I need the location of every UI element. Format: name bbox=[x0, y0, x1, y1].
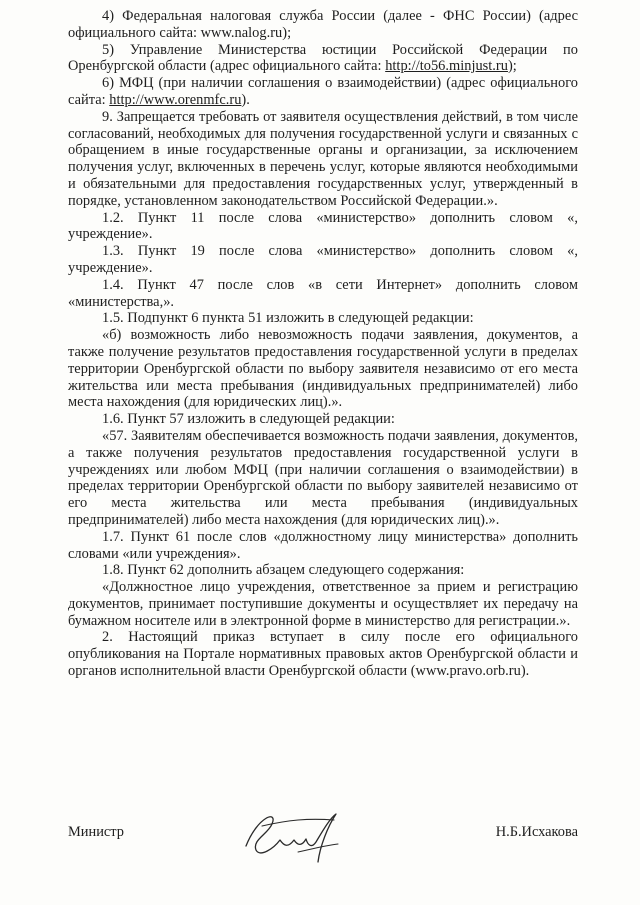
paragraph-1-6-text: «57. Заявителям обеспечивается возможность подачи заявления, документов, а также получения результатов предоставления государственной услуги в учреждениях или любом МФЦ (при наличии соглашения о взаимодействии) в пределах территории Оренбургской области по выбору заявителей независимо от его места жительства или места пребывания (индивидуальных предпринимателей) либо места нахождения (для юридических лиц).». bbox=[68, 427, 578, 528]
paragraph-1-8-text: «Должностное лицо учреждения, ответственное за прием и регистрацию документов, принимает поступившие документы и осуществляет их передачу на бумажном носителе или в электронной форме в министерство для регистрации.». bbox=[68, 579, 578, 629]
paragraph-minjust-text: 5) Управление Министерства юстиции Российской Федерации по Оренбургской области (адрес официального сайта: bbox=[68, 41, 578, 75]
link-minjust[interactable]: http://to56.minjust.ru bbox=[385, 58, 508, 75]
paragraph-9: 9. Запрещается требовать от заявителя осуществления действий, в том числе согласований, необходимых для получения государственной услуги и связанных с обращением в иные государственные органы и организации, за исключением получения услуг, включенных в перечень услуг, которые являются необходимыми и обязательными для предоставления государственных услуг, утвержденный в порядке, установленном законодательством Российской Федерации.». bbox=[68, 108, 578, 209]
paragraph-minjust bbox=[68, 42, 578, 76]
paragraph-1-4: 1.4. Пункт 47 после слов «в сети Интернет» дополнить словом «министерства,». bbox=[68, 276, 578, 310]
signer-title: Министр bbox=[68, 824, 124, 840]
paragraph-1-8: 1.8. Пункт 62 дополнить абзацем следующего содержания: bbox=[102, 562, 465, 579]
link-nalog[interactable]: www.nalog.ru bbox=[200, 24, 283, 41]
paragraph-fns bbox=[68, 8, 578, 42]
handwritten-signature bbox=[238, 806, 348, 866]
link-orenmfc[interactable]: http://www.orenmfc.ru bbox=[109, 91, 242, 108]
paragraph-1-7: 1.7. Пункт 61 после слов «должностному лицу министерства» дополнить словами «или учреждения». bbox=[68, 528, 578, 562]
paragraph-mfc bbox=[68, 75, 578, 109]
paragraph-2: 2. Настоящий приказ вступает в силу после его официального опубликования на Портале нормативных правовых актов Оренбургской области и органов исполнительной власти Оренбургской области (www.pravo.orb.ru). bbox=[68, 629, 578, 680]
paragraph-1-6: 1.6. Пункт 57 изложить в следующей редакции: bbox=[102, 411, 395, 428]
paragraph-minjust-end: ); bbox=[507, 58, 517, 75]
paragraph-1-3: 1.3. Пункт 19 после слова «министерство» дополнить словом «, учреждение». bbox=[68, 243, 578, 276]
paragraph-1-2: 1.2. Пункт 11 после слова «министерство» дополнить словом «, учреждение». bbox=[68, 209, 578, 243]
paragraph-1-5-text: «б) возможность либо невозможность подачи заявления, документов, а также получение результатов предоставления государственной услуги в пределах территории Оренбургской области по выбору заявителя независимо от его места жительства или места пребывания (индивидуальных предпринимателей) либо места нахождения (для юридических лиц).». bbox=[68, 327, 578, 411]
paragraph-1-5: 1.5. Подпункт 6 пункта 51 изложить в следующей редакции: bbox=[102, 310, 474, 327]
paragraph-fns-text: 4) Федеральная налоговая служба России (далее - ФНС России) (адрес официального сайта: bbox=[68, 8, 578, 41]
paragraph-fns-end: ); bbox=[282, 24, 292, 41]
signer-name: Н.Б.Исхакова bbox=[495, 824, 578, 840]
signature-block bbox=[68, 818, 578, 878]
paragraph-mfc-text: 6) МФЦ (при наличии соглашения о взаимодействии) (адрес официального сайта: bbox=[68, 75, 578, 108]
paragraph-mfc-end: ). bbox=[241, 91, 250, 108]
